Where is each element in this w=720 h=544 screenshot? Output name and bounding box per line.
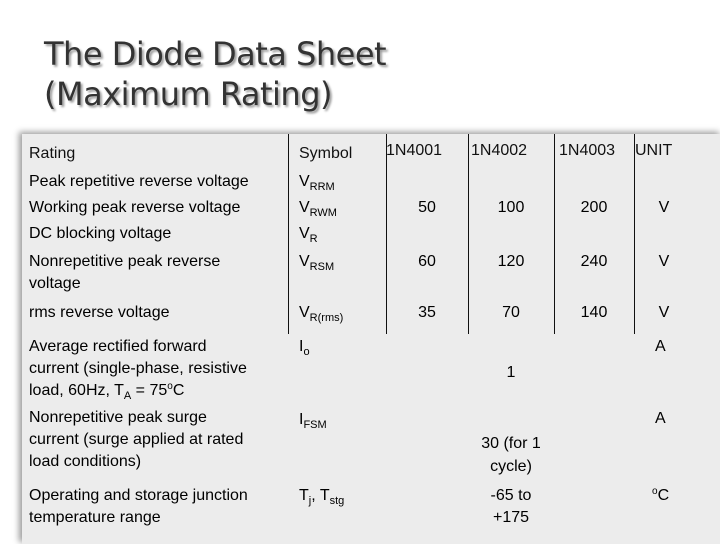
symbol-vrrm: $V_{RRM}$	[299, 173, 335, 193]
unit-value: V	[658, 253, 670, 270]
rating-peak-surge-cont: current (surge applied at rated	[29, 431, 244, 448]
value-temp-line-1: -65 to	[490, 487, 532, 504]
rating-peak-surge-cond: load conditions)	[29, 453, 142, 470]
unit-value: V	[658, 199, 670, 216]
symbol-vrrms: $V_{R(rms)}$	[299, 304, 344, 324]
value-io: 1	[506, 364, 516, 381]
symbol-io: $I_o$	[299, 338, 310, 358]
header-1n4001: 1N4001	[386, 142, 443, 159]
symbol-vr: $V_R$	[299, 225, 318, 245]
value-1n4001: 60	[418, 253, 436, 270]
slide-title	[44, 34, 386, 114]
unit-value: V	[658, 304, 670, 321]
value-1n4002: 70	[502, 304, 520, 321]
value-1n4003: 140	[580, 304, 608, 321]
rating-working-peak: Working peak reverse voltage	[29, 199, 241, 216]
value-temp-line-2: +175	[492, 509, 530, 526]
rating-average-rectified-cond: load, 60Hz, $T_A = 75^oC$	[29, 381, 185, 402]
header-unit: UNIT	[635, 142, 673, 159]
header-rating: Rating	[29, 145, 76, 162]
rating-dc-blocking: DC blocking voltage	[29, 225, 172, 242]
rating-junction-temp: Operating and storage junction	[29, 487, 248, 504]
title-line-1: The Diode Data Sheet	[44, 35, 387, 73]
header-1n4002: 1N4002	[471, 142, 528, 159]
value-1n4002: 100	[497, 199, 525, 216]
value-1n4001: 50	[418, 199, 436, 216]
ratings-table	[22, 134, 720, 544]
symbol-vrsm: $V_{RSM}$	[299, 253, 335, 273]
symbol-tj-tstg: $T_j$, $T_{stg}$	[299, 487, 345, 507]
column-divider	[288, 134, 289, 334]
unit-value: A	[655, 410, 666, 427]
rating-average-rectified: Average rectified forward	[29, 338, 207, 355]
header-symbol: Symbol	[299, 145, 353, 162]
title-line-2: (Maximum Rating)	[44, 75, 332, 113]
rating-rms-reverse: rms reverse voltage	[29, 304, 170, 321]
value-1n4001: 35	[418, 304, 436, 321]
value-ifsm-line-2: cycle)	[490, 458, 532, 475]
symbol-vrwm: $V_{RWM}$	[299, 199, 337, 219]
rating-peak-surge: Nonrepetitive peak surge	[29, 409, 207, 426]
value-1n4002: 120	[497, 253, 525, 270]
unit-value: A	[655, 338, 666, 355]
rating-peak-repetitive: Peak repetitive reverse voltage	[29, 173, 249, 190]
rating-nonrepetitive-reverse-cont: voltage	[29, 275, 81, 292]
rating-junction-temp-cont: temperature range	[29, 509, 161, 526]
header-1n4003: 1N4003	[559, 142, 616, 159]
rating-average-rectified-cont: current (single-phase, resistive	[29, 360, 247, 377]
symbol-ifsm: $I_{FSM}$	[299, 411, 327, 431]
unit-value: $^o$C	[652, 486, 670, 504]
value-1n4003: 240	[580, 253, 608, 270]
value-ifsm-line-1: 30 (for 1	[481, 435, 541, 452]
value-1n4003: 200	[580, 199, 608, 216]
rating-nonrepetitive-reverse: Nonrepetitive peak reverse	[29, 253, 221, 270]
